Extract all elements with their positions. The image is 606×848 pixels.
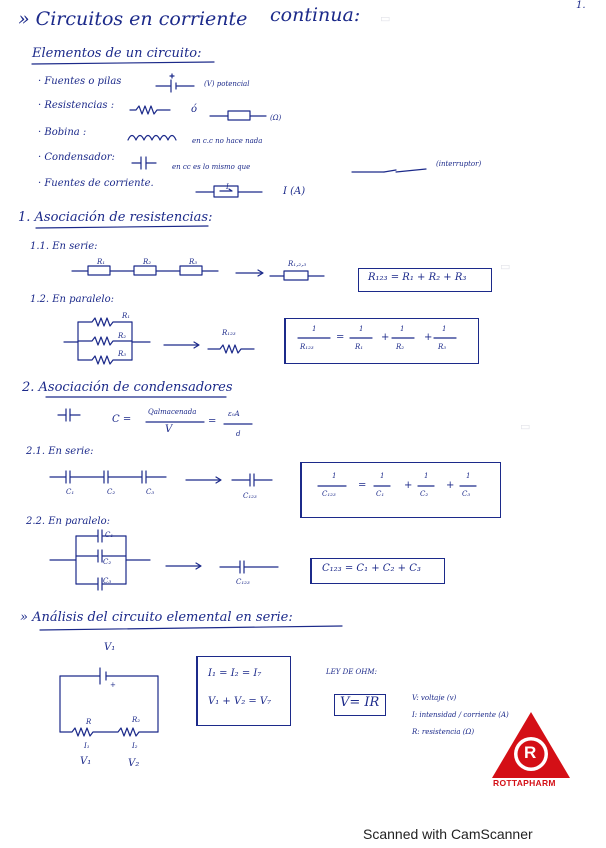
elements-heading-underline: [32, 62, 214, 64]
bleed-through-mark: ▭: [380, 12, 391, 25]
cs-plus2: +: [446, 480, 455, 491]
rp123-equiv-label: R₁₂₃: [222, 329, 236, 337]
cp3-label: C₃: [103, 577, 112, 585]
page-title: » Circuitos en corriente: [18, 8, 248, 30]
cs-t1-den: C₁: [376, 490, 385, 498]
cp1-label: C₁: [105, 531, 114, 539]
v2-label: V₂: [128, 758, 140, 769]
ohm-law-formula: V= IR: [340, 695, 380, 710]
item-fuentes-note: (V) potencial: [204, 80, 250, 88]
current-source-icon: [196, 186, 262, 197]
section1-heading-underline: [36, 226, 208, 228]
i2-label: I₂: [132, 742, 138, 750]
item-fuente-corriente-symbol: I: [226, 183, 229, 191]
series-resistors: [72, 266, 324, 280]
cs3-label: C₃: [146, 488, 155, 496]
section2-heading: 2. Asociación de condensadores: [22, 380, 233, 395]
r3-label: R₃: [189, 258, 198, 266]
pr-t3-num: 1: [442, 325, 447, 333]
open-switch-icon: [352, 169, 426, 172]
cs-lhs-num: 1: [332, 472, 337, 480]
battery-plus-sign: +: [110, 681, 116, 689]
capacitance-den1: V: [165, 424, 173, 435]
i1-label: I₁: [84, 742, 90, 750]
resistor-box-icon: [210, 111, 266, 120]
pr-t2-num: 1: [400, 325, 405, 333]
item-fuente-corriente-note: I (A): [283, 186, 306, 197]
item-resistencias-note: (Ω): [270, 114, 282, 122]
cp2-label: C₂: [103, 558, 112, 566]
vt-label: V₁: [104, 642, 116, 653]
rp2-label: R₂: [118, 332, 127, 340]
section1-heading: 1. Asociación de resistencias:: [18, 210, 213, 225]
item-bobina-label: · Bobina :: [38, 127, 87, 138]
cs-t1-num: 1: [380, 472, 385, 480]
v1-label: V₁: [80, 756, 92, 767]
item-fuentes-label: · Fuentes o pilas: [38, 76, 122, 87]
rp1-label: R₁: [122, 312, 131, 320]
cs-lhs-den: C₁₂₃: [322, 490, 336, 498]
battery-symbol: [156, 74, 194, 92]
ohm-legend-r: R: resistencia (Ω): [412, 728, 475, 736]
pr-lhs-num: 1: [312, 325, 317, 333]
item-bobina-note: en c.c no hace nada: [192, 137, 263, 145]
pr-t2-den: R₂: [396, 343, 405, 351]
section3-heading: » Análisis del circuito elemental en serie:: [20, 610, 293, 625]
bleed-through-mark: ▭: [500, 260, 511, 273]
section2-serie-label: 2.1. En serie:: [26, 446, 94, 457]
ohm-law-title: LEY DE OHM:: [326, 668, 377, 676]
capacitor-def-symbol: [58, 409, 80, 421]
ohm-legend-i: I: intensidad / corriente (A): [412, 711, 509, 719]
item-resistencias-label: · Resistencias :: [38, 100, 115, 111]
cs-t3-den: C₃: [462, 490, 471, 498]
item-condensador-note2: (interruptor): [436, 160, 482, 168]
scanner-footer: Scanned with CamScanner: [363, 826, 533, 842]
pr-plus2: +: [424, 332, 433, 343]
parallel-capacitor-formula: C₁₂₃ = C₁ + C₂ + C₃: [322, 563, 421, 574]
page-number: 1.: [576, 0, 586, 11]
kirchhoff-current: I₁ = I₂ = I₇: [208, 668, 262, 679]
pr-lhs-den: R₁₂₃: [300, 343, 314, 351]
ohm-legend-v: V: voltaje (v): [412, 694, 457, 702]
capacitance-num2: ε₀A: [228, 410, 240, 418]
series-capacitors: [50, 471, 272, 486]
cp123-equiv-label: C₁₂₃: [236, 578, 250, 586]
capacitance-den2: d: [236, 430, 241, 438]
item-resistencias-or: ó: [191, 104, 198, 115]
capacitance-num1: Qalmacenada: [148, 408, 197, 416]
cs-t2-num: 1: [424, 472, 429, 480]
logo-letter: R: [524, 743, 537, 762]
cs2-label: C₂: [107, 488, 116, 496]
parallel-resistors: [64, 318, 254, 364]
section1-serie-label: 1.1. En serie:: [30, 241, 98, 252]
capacitance-c-label: C =: [112, 414, 132, 425]
coil-icon: [128, 136, 176, 141]
kirchhoff-voltage: V₁ + V₂ = V₇: [208, 696, 272, 707]
r1-label: R₁: [97, 258, 106, 266]
section1-paralelo-label: 1.2. En paralelo:: [30, 294, 114, 305]
section3-heading-underline: [40, 626, 342, 630]
capacitor-icon: [132, 157, 156, 169]
pr-t1-num: 1: [359, 325, 364, 333]
cs123-equiv-label: C₁₂₃: [243, 492, 257, 500]
pr-t1-den: R₁: [355, 343, 364, 351]
cs-eq: =: [358, 480, 367, 491]
cs-t2-den: C₂: [420, 490, 429, 498]
cs-plus1: +: [404, 480, 413, 491]
logo-wordmark: ROTTAPHARM: [493, 778, 556, 788]
cs1-label: C₁: [66, 488, 75, 496]
page-title-continued: continua:: [270, 4, 361, 26]
r123-equiv-label: R₁,₂,₃: [288, 260, 307, 268]
r-left-label: R: [86, 718, 92, 726]
parallel-capacitors: [50, 530, 278, 590]
cs-t3-num: 1: [466, 472, 471, 480]
section2-paralelo-label: 2.2. En paralelo:: [26, 516, 110, 527]
pr-plus1: +: [381, 332, 390, 343]
pr-t3-den: R₃: [438, 343, 447, 351]
capacitance-eq: =: [208, 416, 217, 427]
r2-label: R₂: [143, 258, 152, 266]
series-circuit: [60, 668, 158, 736]
capacitance-fraction-lines: [146, 422, 252, 424]
rp3-label: R₃: [118, 350, 127, 358]
series-resistance-formula: R₁₂₃ = R₁ + R₂ + R₃: [368, 272, 467, 283]
item-fuente-corriente-label: · Fuentes de corriente.: [38, 178, 154, 189]
bleed-through-mark: ▭: [520, 420, 531, 433]
elements-heading: Elementos de un circuito:: [32, 46, 202, 61]
item-condensador-note: en cc es lo mismo que: [172, 163, 251, 171]
item-condensador-label: · Condensador:: [38, 152, 115, 163]
r-right-label: R₂: [132, 716, 141, 724]
pr-eq: =: [336, 332, 345, 343]
resistor-zigzag-icon: [130, 106, 170, 114]
